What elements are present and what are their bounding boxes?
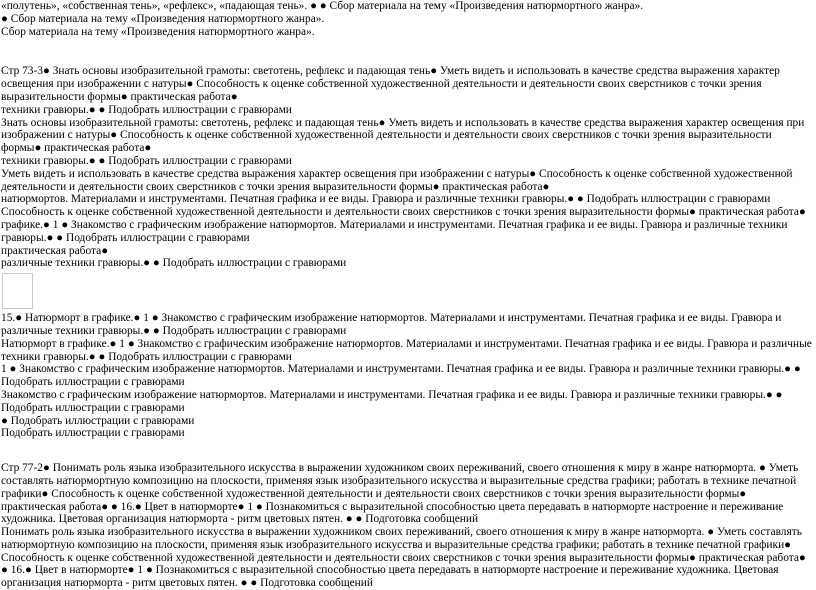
paragraph: Знать основы изобразительной грамоты: светотень, рефлекс и падающая тень● Уметь видеть и использовать в качестве средства выражения характер освещения при изображении с натуры● Способность к оценке собственной художественной деятельности и деятельности своих сверстников с точки зрения выразительности формы● практическая работа● [1,116,805,155]
empty-image-placeholder [2,273,33,309]
paragraph-tail: техники гравюры.● ● Подобрать иллюстрации с гравюрами [1,103,292,116]
paragraph: Уметь видеть и использовать в качестве средства выражения характер освещения при изображении с натуры● Способность к оценке собственной художественной деятельности и деятельности своих сверстников с точки зрения выразительности формы● практическая работа● [1,167,793,193]
document-body [1,0,813,590]
paragraph: 15.● Натюрморт в графике.● 1 ● Знакомство с графическим изображение натюрмортов. Материалами и инструментами. Печатная графика и ее виды. Гравюра и различные техники гравюры.● ● Подобрать иллюстрации с гравюрами [1,312,782,337]
paragraph: Понимать роль языка изобразительного искусства в выражении художником своих переживаний, своего отношения к миру в жанре натюрморта. ● Уметь составлять натюрмортную композицию на плоскости, применяя язык изобразительного искусства и выразительные средства графики; работать в технике печатной графики● Способность к оценке собственной художественной деятельности и деятельности своих сверстников с точки зрения выразительности формы● практическая работа● ● 16.● Цвет в натюрморте● 1 ● Познакомиться с выразительной способностью цвета передавать в натюрморте настроение и переживание художника. Цветовая организация натюрморта - ритм цветовых пятен. ● ● Подготовка сообщений [1,526,806,590]
paragraph: Подобрать иллюстрации с гравюрами [1,427,185,440]
paragraph: практическая работа● [1,244,109,257]
paragraph-tail: техники гравюры.● ● Подобрать иллюстрации с гравюрами [1,154,292,167]
paragraph: Натюрморт в графике.● 1 ● Знакомство с графическим изображение натюрмортов. Материалами и инструментами. Печатная графика и ее виды. Гравюра и различные техники гравюры.● ● Подобрать иллюстрации с гравюрами [1,337,812,363]
paragraph: Способность к оценке собственной художественной деятельности и деятельности своих сверстников с точки зрения выразительности формы● практическая работа● графике.● 1 ● Знакомство с графическим изображение натюрмортов. Материалами и инструментами. Печатная графика и ее виды. Гравюра и различные техники гравюры.● ● Подобрать иллюстрации с гравюрами [1,206,806,244]
paragraph: ● Подобрать иллюстрации с гравюрами [1,414,195,427]
paragraph-tail: натюрмортов. Материалами и инструментами. Печатная графика и ее виды. Гравюра и различные техники гравюры.● ● Подобрать иллюстрации с гравюрами [1,193,771,206]
paragraph: Стр 77-2● Понимать роль языка изобразительного искусства в выражении художником своих переживаний, своего отношения к миру в жанре натюрморта. ● Уметь составлять натюрмортную композицию на плоскости, применяя язык изобразительного искусства и выразительные средства графики; работать в технике печатной графики● Способность к оценке собственной художественной деятельности и деятельности своих сверстников с точки зрения выразительности формы● практическая работа● ● 16.● Цвет в натюрморте● 1 ● Познакомиться с выразительной способностью цвета передавать в натюрморте настроение и переживание художника. Цветовая организация натюрморта - ритм цветовых пятен. ● ● Подготовка сообщений [1,462,799,526]
paragraph: 1 ● Знакомство с графическим изображение натюрмортов. Материалами и инструментами. Печатная графика и ее виды. Гравюра и различные техники гравюры.● ● Подобрать иллюстрации с гравюрами [1,363,801,389]
text-line: Сбор материала на тему «Произведения натюрмортного жанра». [1,25,315,38]
paragraph: Знакомство с графическим изображение натюрмортов. Материалами и инструментами. Печатная графика и ее виды. Гравюра и различные техники гравюры.● ● Подобрать иллюстрации с гравюрами [1,388,783,414]
spacer [1,38,813,65]
paragraph: Стр 73-3● Знать основы изобразительной грамоты: светотень, рефлекс и падающая тень● Уметь видеть и использовать в качестве средства выражения характер освещения при изображении с натуры● Способность к оценке собственной художественной деятельности и деятельности своих сверстников с точки зрения выразительности формы● практическая работа● [1,65,780,103]
text-line: «полутень», «собственная тень», «рефлекс», «падающая тень». ● ● Сбор материала на тему «Произведения натюрмортного жанра». [1,0,644,12]
paragraph-tail: различные техники гравюры.● ● Подобрать иллюстрации с гравюрами [1,257,347,270]
text-line: ● Сбор материала на тему «Произведения натюрмортного жанра». [1,12,325,25]
spacer [1,440,813,462]
